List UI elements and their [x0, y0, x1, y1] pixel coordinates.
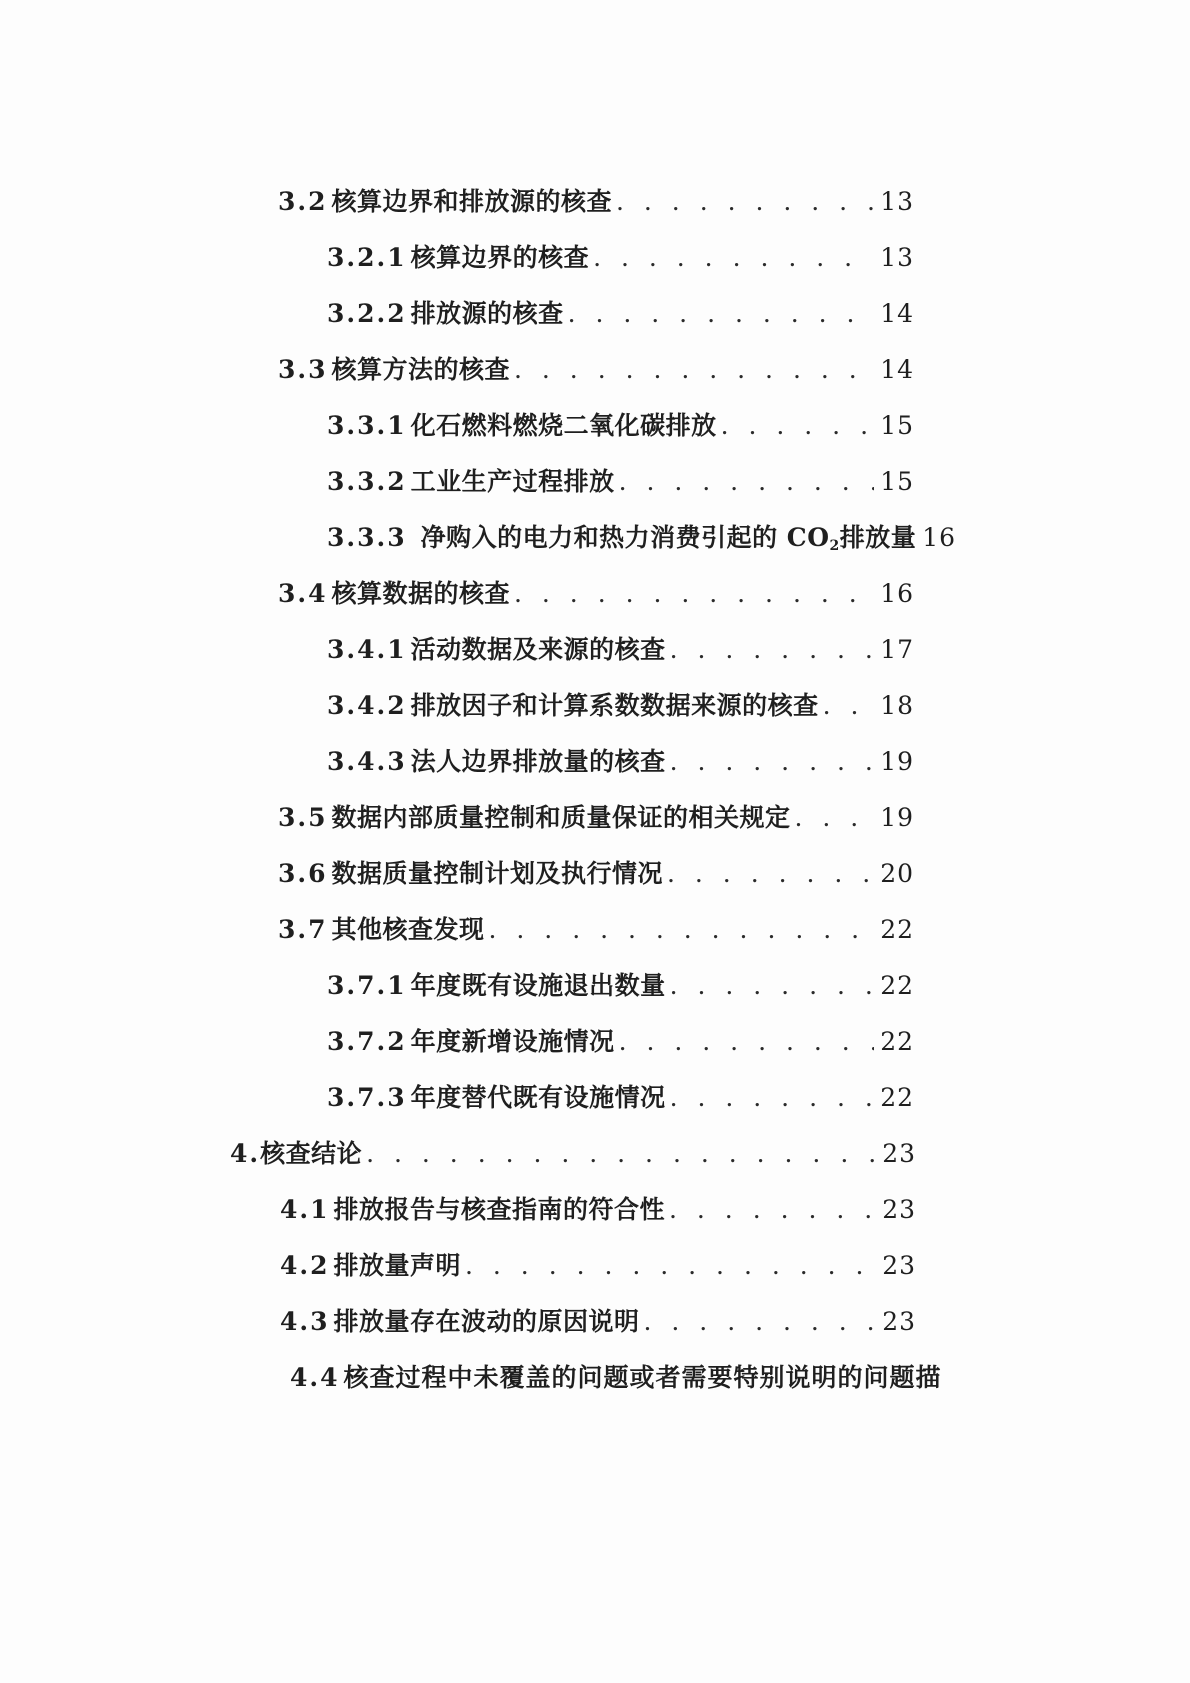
toc-leader-dots [514, 354, 874, 386]
toc-entry-page: 19 [880, 803, 914, 832]
toc-leader-dots [619, 466, 875, 498]
toc-leader-dots [593, 242, 874, 274]
toc-entry-number: 3.7.2 [327, 1027, 407, 1056]
toc-entry-title: 核算数据的核查 [331, 579, 511, 608]
toc-entry-title: 年度新增设施情况 [410, 1027, 615, 1056]
toc-leader-dots [465, 1250, 876, 1282]
toc-entry-title-part: 净购入的电力和热力消费引起的 CO [420, 523, 830, 552]
toc-leader-dots [670, 746, 875, 778]
toc-leader-dots [670, 970, 875, 1002]
toc-entry-3-7-3[interactable] [327, 1074, 914, 1114]
toc-leader-dots [366, 1138, 876, 1170]
toc-leader-dots [795, 802, 875, 834]
toc-entry-number: 3.4 [278, 579, 328, 608]
toc-entry-page: 18 [880, 691, 914, 720]
toc-entry-number: 3.4.3 [327, 747, 407, 776]
toc-entry-page: 13 [880, 243, 914, 272]
toc-leader-dots [670, 634, 875, 666]
toc-entry-4-3[interactable] [280, 1298, 916, 1338]
toc-entry-page: 22 [880, 1083, 914, 1112]
toc-leader-dots [514, 578, 874, 610]
toc-entry-3-3-2[interactable] [327, 458, 914, 498]
toc-entry-number: 3.2.2 [327, 299, 407, 328]
toc-leader-dots [670, 1082, 875, 1114]
toc-entry-3-5[interactable] [278, 794, 914, 834]
toc-leader-dots [669, 1194, 876, 1226]
toc-entry-title: 化石燃料燃烧二氧化碳排放 [410, 411, 717, 440]
toc-entry-number: 3.6 [278, 859, 328, 888]
toc-entry-page: 23 [882, 1307, 916, 1336]
toc-entry-3-4-1[interactable] [327, 626, 914, 666]
toc-leader-dots [823, 690, 875, 722]
toc-entry-title: 核算方法的核查 [331, 355, 511, 384]
toc-entry-page: 16 [922, 523, 957, 552]
toc-entry-number: 3.7.3 [327, 1083, 407, 1112]
toc-entry-page: 23 [882, 1139, 916, 1168]
toc-entry-page: 22 [880, 971, 914, 1000]
toc-entry-number: 4.2 [280, 1251, 330, 1280]
toc-entry-page: 15 [880, 411, 914, 440]
toc-entry-page: 20 [880, 859, 914, 888]
toc-entry-3-4-3[interactable] [327, 738, 914, 778]
toc-entry-3-2[interactable] [278, 178, 914, 218]
toc-entry-page: 23 [882, 1195, 916, 1224]
toc-entry-4-4[interactable] [290, 1354, 942, 1394]
toc-entry-number: 3.4.2 [327, 691, 407, 720]
toc-entry-3-7-1[interactable] [327, 962, 914, 1002]
toc-entry-title: 其他核查发现 [331, 915, 485, 944]
subscript-two: 2 [829, 538, 840, 554]
toc-entry-4-1[interactable] [280, 1186, 916, 1226]
toc-entry-title: 数据质量控制计划及执行情况 [331, 859, 664, 888]
toc-entry-number: 3.2.1 [327, 243, 407, 272]
toc-entry-page: 22 [880, 1027, 914, 1056]
toc-leader-dots [568, 298, 875, 330]
toc-entry-number: 3.3.1 [327, 411, 407, 440]
toc-entry-title: 核查过程中未覆盖的问题或者需要特别说明的问题描 [343, 1363, 942, 1392]
toc-entry-3-2-2[interactable] [327, 290, 914, 330]
toc-entry-title: 排放量声明 [333, 1251, 462, 1280]
toc-leader-dots [489, 914, 875, 946]
toc-entry-page: 19 [880, 747, 914, 776]
toc-entry-page: 13 [880, 187, 914, 216]
toc-entry-3-7-2[interactable] [327, 1018, 914, 1058]
toc-entry-4-2[interactable] [280, 1242, 916, 1282]
toc-entry-page: 16 [880, 579, 914, 608]
toc-entry-page: 22 [880, 915, 914, 944]
toc-entry-title: 年度替代既有设施情况 [410, 1083, 666, 1112]
toc-leader-dots [721, 410, 875, 442]
toc-entry-number: 3.3.3 [327, 523, 407, 552]
toc-entry-number: 3.2 [278, 187, 328, 216]
toc-leader-dots [644, 1306, 877, 1338]
toc-entry-number: 4.1 [280, 1195, 330, 1224]
toc-entry-title: 排放因子和计算系数数据来源的核查 [410, 691, 819, 720]
toc-entry-3-4[interactable] [278, 570, 914, 610]
toc-entry-page: 14 [880, 355, 914, 384]
toc-entry-4[interactable] [230, 1130, 916, 1170]
toc-entry-3-3-3[interactable] [327, 514, 957, 554]
toc-entry-3-6[interactable] [278, 850, 914, 890]
toc-entry-number: 4. [230, 1139, 261, 1168]
toc-entry-title: 工业生产过程排放 [410, 467, 615, 496]
toc-entry-page: 14 [880, 299, 914, 328]
toc-entry-page: 23 [882, 1251, 916, 1280]
toc-entry-3-7[interactable] [278, 906, 914, 946]
toc-entry-number: 3.7 [278, 915, 328, 944]
toc-entry-title: 排放源的核查 [410, 299, 564, 328]
toc-entry-page: 17 [880, 635, 914, 664]
toc-entry-number: 4.3 [280, 1307, 330, 1336]
toc-entry-title: 排放报告与核查指南的符合性 [333, 1195, 666, 1224]
toc-entry-3-3[interactable] [278, 346, 914, 386]
toc-entry-number: 3.3 [278, 355, 328, 384]
toc-entry-title: 核算边界和排放源的核查 [331, 187, 613, 216]
toc-entry-3-4-2[interactable] [327, 682, 914, 722]
toc-entry-title: 法人边界排放量的核查 [410, 747, 666, 776]
toc-entry-title [421, 522, 917, 554]
toc-entry-title: 活动数据及来源的核查 [410, 635, 666, 664]
toc-entry-3-3-1[interactable] [327, 402, 914, 442]
toc-entry-title: 数据内部质量控制和质量保证的相关规定 [331, 803, 791, 832]
toc-entry-title: 核算边界的核查 [410, 243, 590, 272]
toc-entry-number: 3.5 [278, 803, 328, 832]
toc-leader-dots [619, 1026, 875, 1058]
toc-leader-dots [616, 186, 874, 218]
toc-entry-number: 3.4.1 [327, 635, 407, 664]
toc-entry-title: 排放量存在波动的原因说明 [333, 1307, 640, 1336]
toc-entry-number: 3.3.2 [327, 467, 407, 496]
toc-entry-title: 核查结论 [260, 1139, 363, 1168]
toc-entry-3-2-1[interactable] [327, 234, 914, 274]
toc-leader-dots [667, 858, 874, 890]
toc-entry-title-part: 排放量 [839, 523, 917, 552]
toc-entry-number: 4.4 [290, 1363, 340, 1392]
toc-entry-number: 3.7.1 [327, 971, 407, 1000]
toc-entry-page: 15 [880, 467, 914, 496]
toc-entry-title: 年度既有设施退出数量 [410, 971, 666, 1000]
